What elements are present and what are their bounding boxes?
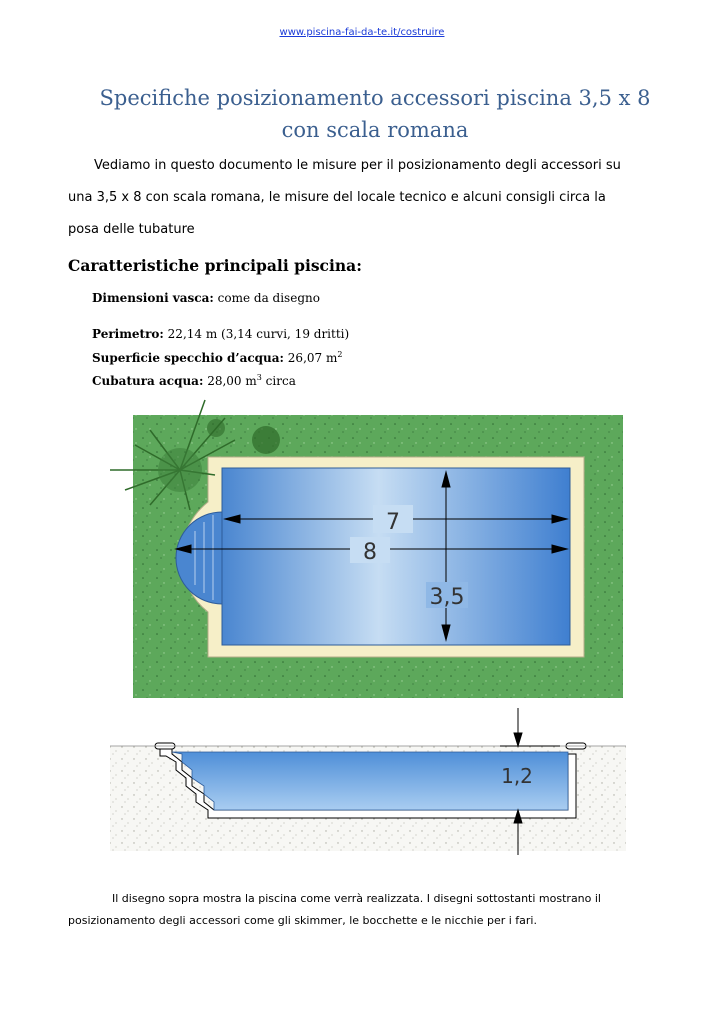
spec-dimensioni-label: Dimensioni vasca:: [92, 291, 214, 305]
spec-perimetro: [92, 327, 349, 341]
pool-drawing: [0, 390, 724, 860]
dim-total-length: 8: [363, 540, 377, 565]
page-title-line1: Specifiche posizionamento accessori piscina 3,5 x 8: [99, 86, 651, 110]
spec-superficie: [92, 350, 342, 365]
page-title-line2: con scala romana: [281, 118, 469, 142]
spec-cubatura-label: Cubatura acqua:: [92, 374, 204, 388]
features-heading: Caratteristiche principali piscina:: [68, 256, 362, 275]
spec-cubatura-suffix: circa: [261, 374, 296, 388]
spec-superficie-value: 26,07 m: [283, 351, 338, 365]
spec-dimensioni-value: come da disegno: [213, 291, 320, 305]
spec-dimensioni: [92, 291, 320, 305]
footer-line1-text: Il disegno sopra mostra la piscina come verrà realizzata. I disegni sottostanti mostrano il: [112, 892, 601, 905]
intro-line3: posa delle tubature: [68, 222, 195, 237]
dim-inner-length: 7: [386, 510, 400, 535]
spec-cubatura-value: 28,00 m: [203, 374, 257, 388]
spec-cubatura: [92, 373, 296, 388]
spec-superficie-exp: 2: [337, 350, 343, 359]
header-url[interactable]: www.piscina-fai-da-te.it/costruire: [279, 27, 445, 38]
spec-perimetro-value: 22,14 m (3,14 curvi, 19 dritti): [163, 327, 350, 341]
dim-depth: 1,2: [501, 764, 533, 788]
footer-paragraph: [68, 888, 668, 932]
footer-line1: [68, 888, 668, 910]
intro-line2: una 3,5 x 8 con scala romana, le misure del locale tecnico e alcuni consigli circa la: [68, 190, 606, 205]
spec-cubatura-exp: 3: [256, 373, 262, 382]
page-title: [40, 82, 710, 146]
spec-superficie-label: Superficie specchio d’acqua:: [92, 351, 284, 365]
spec-perimetro-label: Perimetro:: [92, 327, 164, 341]
dim-width: 3,5: [429, 585, 465, 610]
footer-line2: posizionamento degli accessori come gli skimmer, le bocchette e le nicchie per i fari.: [68, 914, 537, 927]
intro-line1-text: Vediamo in questo documento le misure per il posizionamento degli accessori su: [94, 158, 621, 173]
intro-line1: [68, 150, 668, 182]
pool-water: [222, 468, 570, 645]
intro-paragraph: [68, 150, 668, 246]
